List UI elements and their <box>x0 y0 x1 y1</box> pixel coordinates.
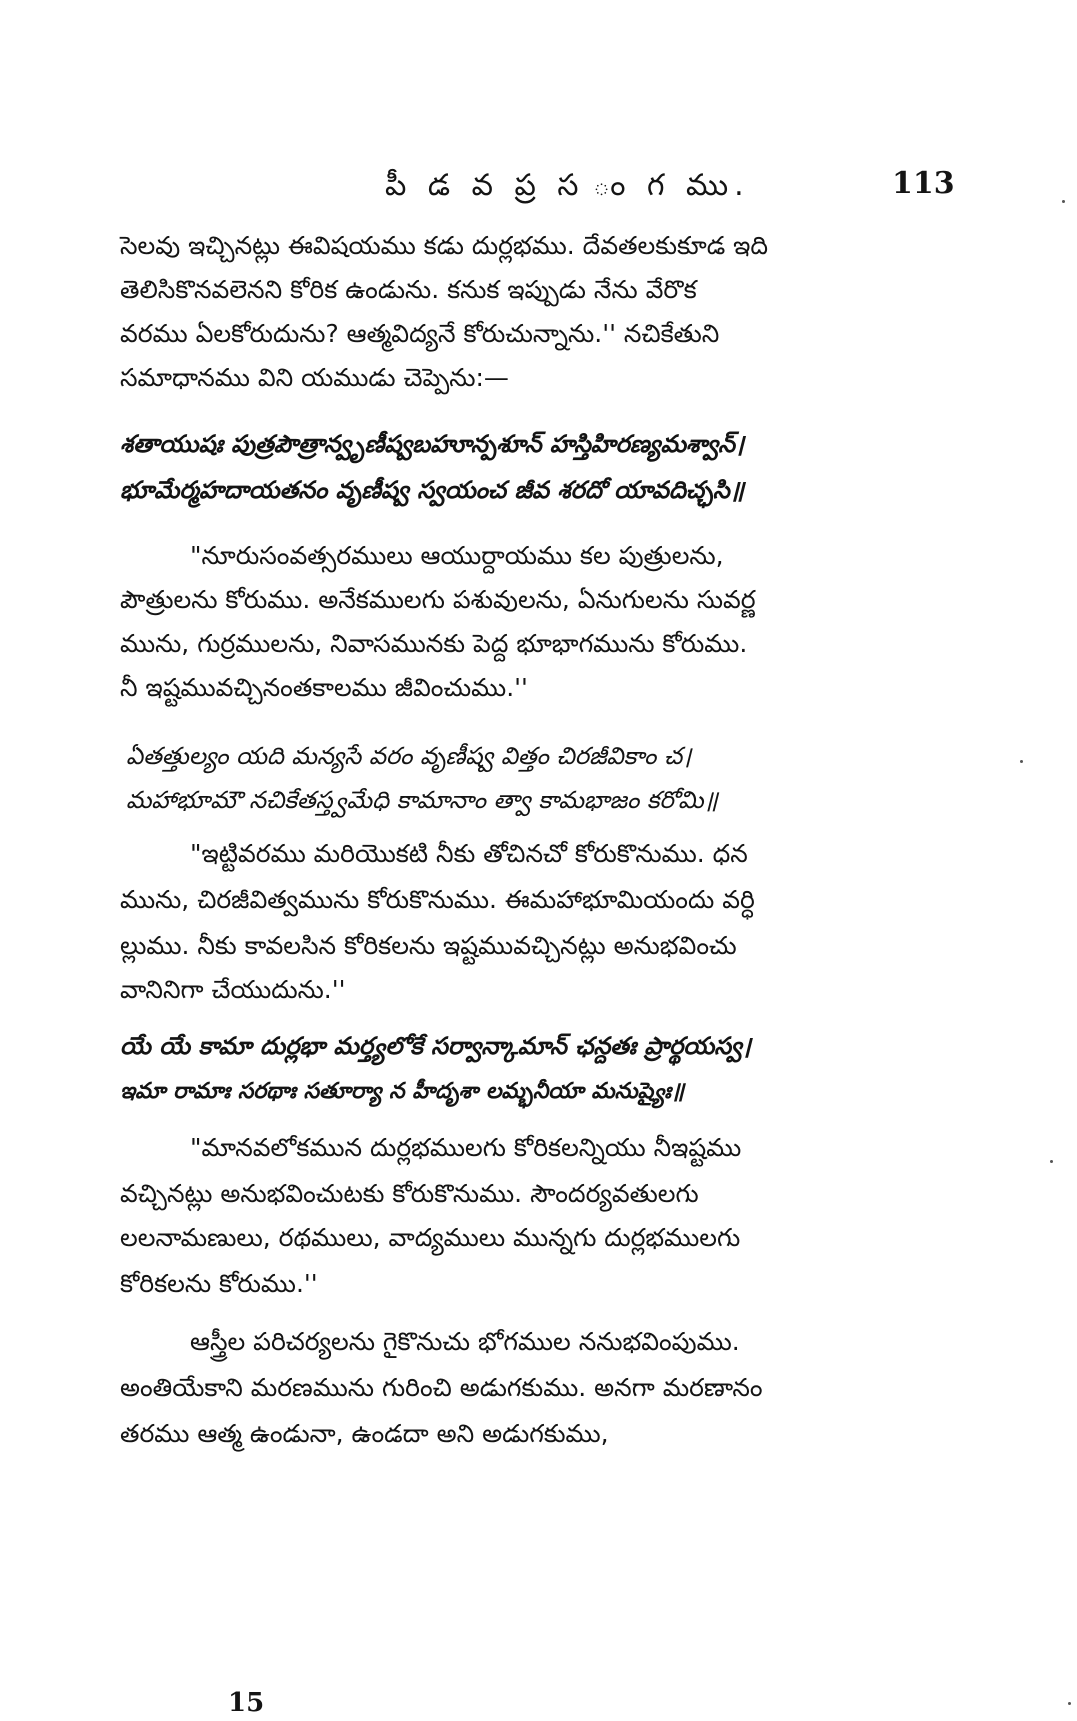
scan-speck <box>1068 1702 1071 1705</box>
text-line: లలనామణులు, రథములు, వాద్యములు మున్నగు దుర్లభములగు <box>120 1223 741 1252</box>
text-line: మును, చిరజీవిత్వమును కోరుకొనుము. ఈమహాభూమియందు వర్ధి <box>120 885 755 914</box>
page-header-title: పీ డ వ ప్ర స ం గ ము. <box>385 168 750 203</box>
text-line: ఆస్త్రీల పరిచర్యలను గైకొనుచు భోగముల ననుభవింపుము. <box>190 1327 740 1356</box>
text-line: నీ ఇష్టమువచ్చినంతకాలము జీవించుము.'' <box>120 673 528 702</box>
text-line: వానినిగా చేయుదును.'' <box>120 975 346 1004</box>
scan-speck <box>1050 1160 1053 1163</box>
sanskrit-verse-line: ఏతత్తుల్యం యది మన్యసే వరం వృణీష్వ విత్తం చిరజీవికాం చ। <box>126 742 692 770</box>
text-line: తరము ఆత్మ ఉండునా, ఉండదా అని అడుగకుము, <box>120 1419 609 1448</box>
text-line: వరము ఏలకోరుదును? ఆత్మవిద్యనే కోరుచున్నాను.'' నచికేతుని <box>120 319 720 348</box>
sanskrit-verse-line: మహాభూమౌ నచికేతస్త్వమేధి కామానాం త్వా కామభాజం కరోమి॥ <box>126 786 718 814</box>
scan-speck <box>1062 200 1065 203</box>
text-line: "నూరుసంవత్సరములు ఆయుర్దాయము కల పుత్రులను, <box>190 541 724 570</box>
text-line: తెలిసికొనవలెనని కోరిక ఉండును. కనుక ఇప్పుడు నేను వేరొక <box>120 275 697 304</box>
sanskrit-verse-line: భూమేర్మహదాయతనం వృణీష్వ స్వయంచ జీవ శరదో యావదిచ్ఛసి॥ <box>120 476 745 504</box>
text-line: కోరికలను కోరుము.'' <box>120 1269 318 1298</box>
text-line: ల్లుము. నీకు కావలసిన కోరికలను ఇష్టమువచ్చినట్లు అనుభవించు <box>120 931 737 960</box>
text-line: అంతియేకాని మరణమును గురించి అడుగకుము. అనగా మరణానం <box>120 1373 763 1402</box>
text-line: మును, గుర్రములను, నివాసమునకు పెద్ద భూభాగమును కోరుము. <box>120 629 748 658</box>
signature-mark: 15 <box>228 1688 265 1718</box>
text-line: సమాధానము విని యముడు చెప్పెను:— <box>120 363 509 392</box>
page-number: 113 <box>892 166 955 201</box>
text-line: సెలవు ఇచ్చినట్లు ఈవిషయము కడు దుర్లభము. దేవతలకుకూడ ఇది <box>120 231 769 260</box>
sanskrit-verse-line: యే యే కామా దుర్లభా మర్త్యలోకే సర్వాన్కామాన్ ఛన్దతః ప్రార్థయస్వ। <box>120 1032 751 1060</box>
sanskrit-verse-line: శతాయుషః పుత్రపౌత్రాన్వృణీష్వబహూన్పశూన్ హస్తిహిరణ్యమశ్వాన్। <box>120 430 745 458</box>
text-line: పౌత్రులను కోరుము. అనేకములగు పశువులను, ఏనుగులను సువర్ణ <box>120 585 756 614</box>
scan-speck <box>1020 760 1023 763</box>
text-line: వచ్చినట్లు అనుభవించుటకు కోరుకొనుము. సౌందర్యవతులగు <box>120 1179 699 1208</box>
sanskrit-verse-line: ఇమా రామాః సరథాః సతూర్యా న హీదృశా లమ్భనీయా మనుష్యైః॥ <box>120 1079 685 1104</box>
text-line: "ఇట్టివరము మరియొకటి నీకు తోచినచో కోరుకొనుము. ధన <box>190 839 748 868</box>
text-line: "మానవలోకమున దుర్లభములగు కోరికలన్నియు నీఇష్టము <box>190 1133 742 1162</box>
